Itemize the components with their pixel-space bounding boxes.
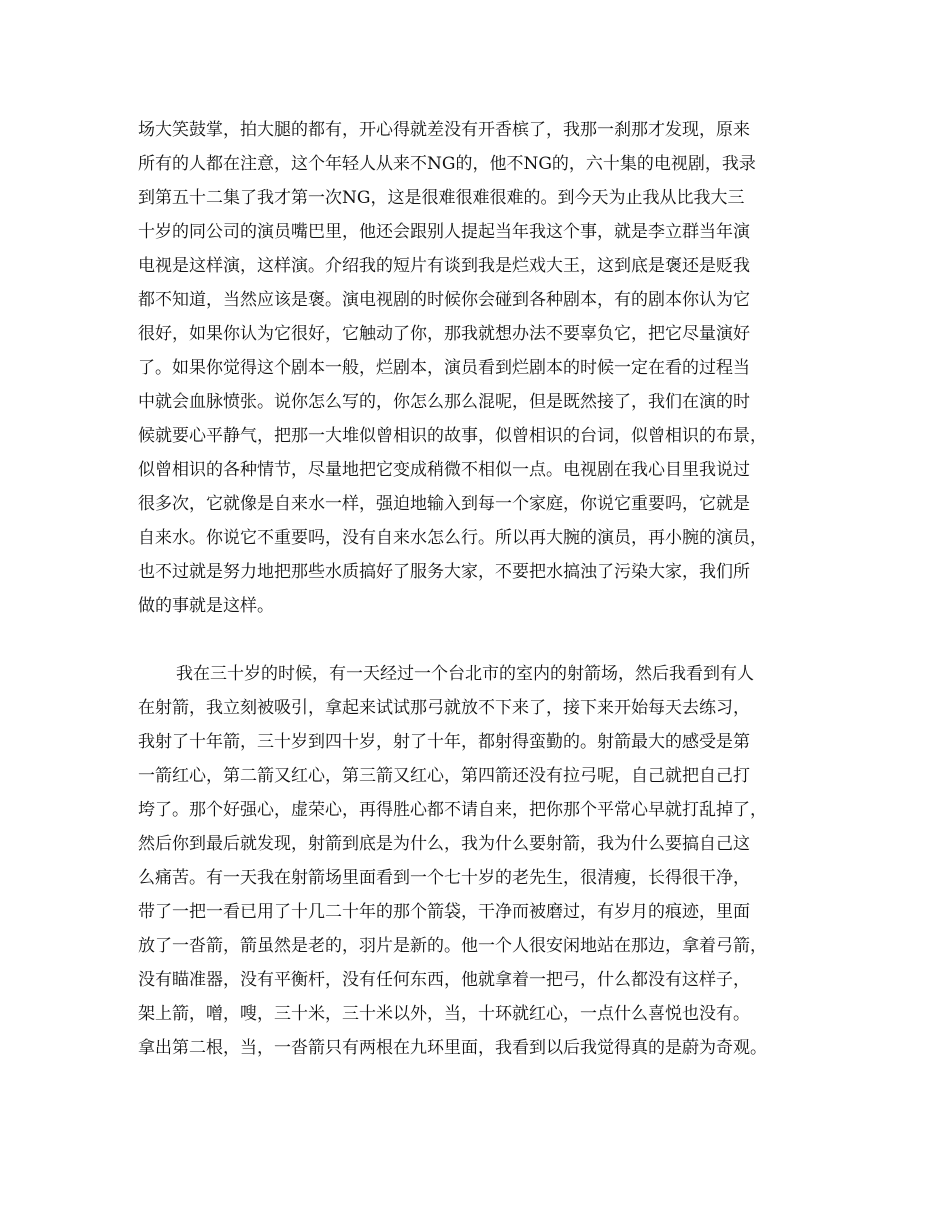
paragraph-1 bbox=[138, 113, 828, 623]
text-line: 电视是这样演，这样演。介绍我的短片有谈到我是烂戏大王，这到底是褒还是贬我 bbox=[138, 256, 750, 276]
text-line: 十岁的同公司的演员嘴巴里，他还会跟别人提起当年我这个事，就是李立群当年演 bbox=[138, 222, 750, 242]
text-line: 垮了。那个好强心，虚荣心，再得胜心都不请自来，把你那个平常心早就打乱掉了， bbox=[138, 800, 767, 820]
text-line: 架上箭，噌，嗖，三十米，三十米以外，当，十环就红心，一点什么喜悦也没有。 bbox=[138, 1004, 750, 1024]
text-line: 没有瞄准器，没有平衡杆，没有任何东西，他就拿着一把弓，什么都没有这样子， bbox=[138, 970, 750, 990]
text-line: 做的事就是这样。 bbox=[138, 596, 274, 616]
paragraph-2 bbox=[138, 657, 828, 1065]
text-line: 候就要心平静气，把那一大堆似曾相识的故事，似曾相识的台词，似曾相识的布景， bbox=[138, 426, 767, 446]
text-line: 放了一沓箭，箭虽然是老的，羽片是新的。他一个人很安闲地站在那边，拿着弓箭， bbox=[138, 936, 767, 956]
text-line: 么痛苦。有一天我在射箭场里面看到一个七十岁的老先生，很清瘦，长得很干净， bbox=[138, 868, 750, 888]
text-line: 很多次，它就像是自来水一样，强迫地输入到每一个家庭，你说它重要吗，它就是 bbox=[138, 494, 750, 514]
text-line: 一箭红心，第二箭又红心，第三箭又红心，第四箭还没有拉弓呢，自己就把自己打 bbox=[138, 766, 750, 786]
text-line: 我射了十年箭，三十岁到四十岁，射了十年，都射得蛮勤的。射箭最大的感受是第 bbox=[138, 732, 750, 752]
text-line: 自来水。你说它不重要吗，没有自来水怎么行。所以再大腕的演员，再小腕的演员， bbox=[138, 528, 767, 548]
text-line: 带了一把一看已用了十几二十年的那个箭袋，干净而被磨过，有岁月的痕迹，里面 bbox=[138, 902, 750, 922]
text-line: 都不知道，当然应该是褒。演电视剧的时候你会碰到各种剧本，有的剧本你认为它 bbox=[138, 290, 750, 310]
text-line: 然后你到最后就发现，射箭到底是为什么，我为什么要射箭，我为什么要搞自己这 bbox=[138, 834, 750, 854]
text-line: 也不过就是努力地把那些水质搞好了服务大家，不要把水搞浊了污染大家，我们所 bbox=[138, 562, 750, 582]
text-line: 在射箭，我立刻被吸引，拿起来试试那弓就放不下来了，接下来开始每天去练习， bbox=[138, 698, 750, 718]
text-line: 很好，如果你认为它很好，它触动了你，那我就想办法不要辜负它，把它尽量演好 bbox=[138, 324, 750, 344]
text-line: 拿出第二根，当，一沓箭只有两根在九环里面，我看到以后我觉得真的是蔚为奇观。 bbox=[138, 1038, 767, 1058]
text-line: 我在三十岁的时候，有一天经过一个台北市的室内的射箭场，然后我看到有人 bbox=[176, 664, 754, 684]
text-line: 所有的人都在注意，这个年轻人从来不NG的，他不NG的，六十集的电视剧，我录 bbox=[138, 154, 756, 174]
text-line: 似曾相识的各种情节，尽量地把它变成稍微不相似一点。电视剧在我心目里我说过 bbox=[138, 460, 750, 480]
text-line: 场大笑鼓掌，拍大腿的都有，开心得就差没有开香槟了，我那一刹那才发现，原来 bbox=[138, 120, 750, 140]
text-line: 到第五十二集了我才第一次NG，这是很难很难很难的。到今天为止我从比我大三 bbox=[138, 188, 745, 208]
text-line: 中就会血脉愤张。说你怎么写的，你怎么那么混呢，但是既然接了，我们在演的时 bbox=[138, 392, 750, 412]
text-line: 了。如果你觉得这个剧本一般，烂剧本，演员看到烂剧本的时候一定在看的过程当 bbox=[138, 358, 750, 378]
